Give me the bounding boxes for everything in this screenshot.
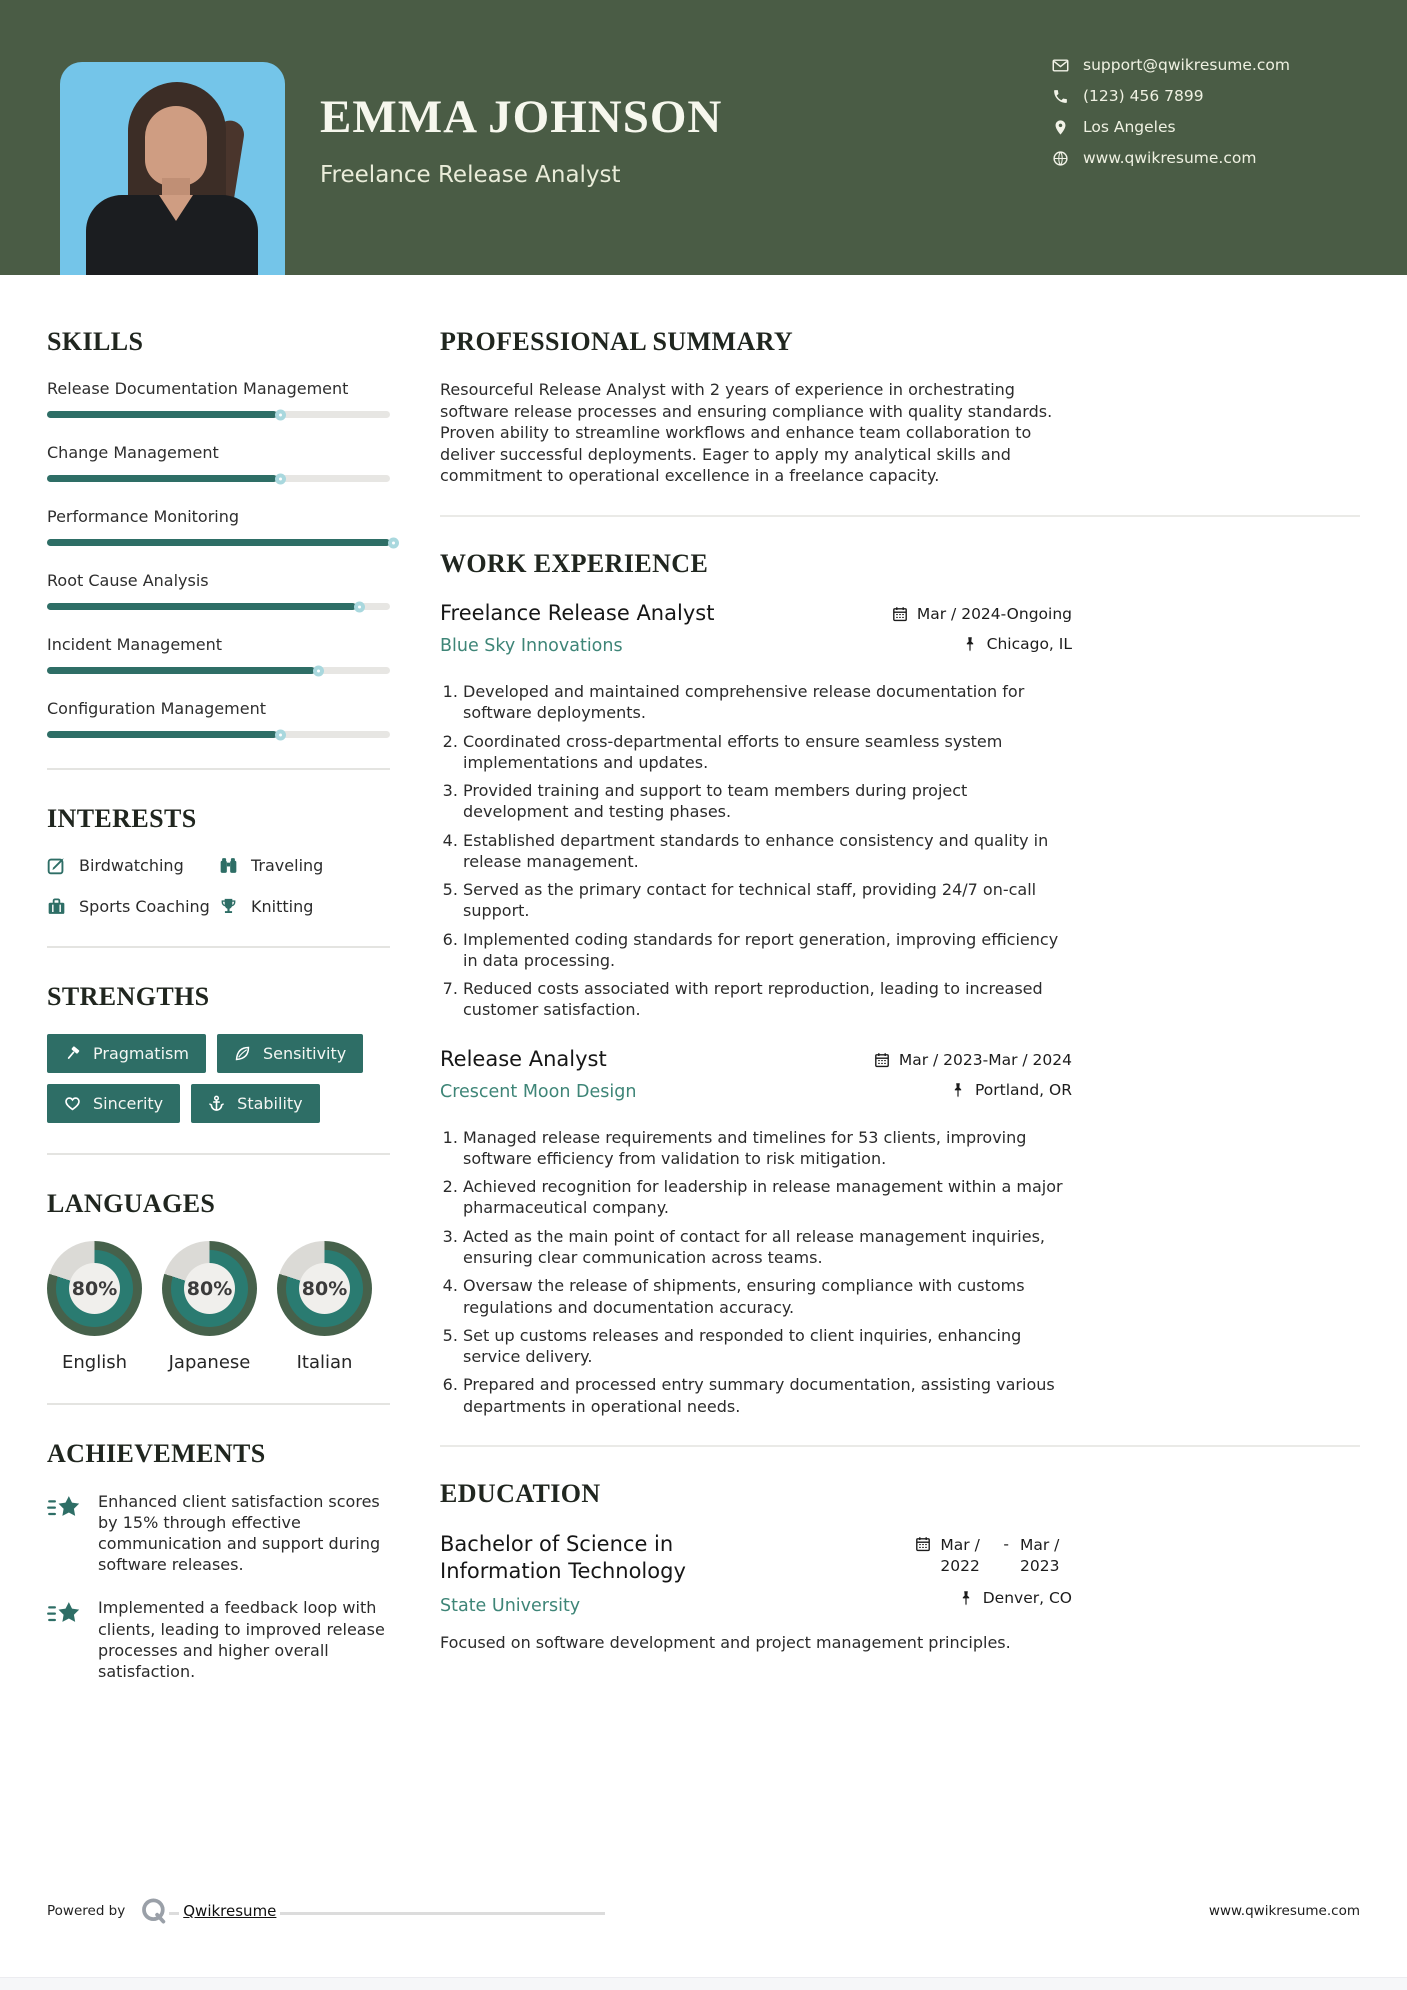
job-dates [874,1051,1072,1069]
interests-heading: INTERESTS [47,804,197,833]
pen-square-icon [47,856,66,875]
achievement-item [47,1597,390,1681]
bullet-item: 1. Managed release requirements and timelines for 53 clients, improving software efficiency from validation to risk mitigation. [463,1127,1072,1170]
page-bottom-strip [0,1977,1407,1990]
interest-label: Sports Coaching [79,897,210,916]
skill-label: Configuration Management [47,699,266,718]
education-note: Focused on software development and project management principles. [440,1632,1011,1652]
qwikresume-link[interactable]: Qwikresume [179,1902,280,1920]
contact-website-text: www.qwikresume.com [1083,149,1257,167]
skills-heading: SKILLS [47,327,144,356]
skill-label: Root Cause Analysis [47,571,209,590]
interests-section [47,804,390,916]
bullet-item: 6. Implemented coding standards for report generation, improving efficiency in data processing. [463,929,1072,972]
strength-label: Pragmatism [93,1044,189,1063]
job-location [874,1081,1072,1099]
strengths-heading: STRENGTHS [47,982,210,1011]
strength-label: Stability [237,1094,303,1113]
language-label: Japanese [168,1352,251,1373]
languages-list [47,1241,390,1373]
pushpin-icon [958,1590,974,1606]
section-divider [47,1153,390,1155]
skill-item [47,635,390,674]
bullet-item: 3. Acted as the main point of contact for all release management inquiries, ensuring clear communication across teams. [463,1226,1072,1269]
language-percent: 80% [69,1263,120,1314]
skill-slider [47,667,390,674]
briefcase-icon [47,897,66,916]
contact-email-text: support@qwikresume.com [1083,56,1290,74]
school-name: State University [440,1596,581,1617]
job-meta [874,1047,1072,1111]
job-header [440,1047,636,1111]
experience-heading: WORK EXPERIENCE [440,548,709,578]
strength-badges [47,1034,390,1123]
education-date-separator: - [1003,1534,1009,1553]
education-heading: EDUCATION [440,1478,601,1508]
skill-slider [47,475,390,482]
job-bullet-list [440,1127,1072,1417]
job-meta [892,601,1072,665]
strengths-section [47,982,390,1123]
header [0,0,1407,275]
phone-icon [1052,88,1069,105]
job-location-text: Chicago, IL [986,634,1072,653]
calendar-icon [915,1536,931,1552]
education-entry-header [440,1531,1072,1619]
education-location [915,1589,1072,1607]
experience-entry-header [440,601,1072,665]
language-item [277,1241,372,1373]
education-entry [440,1531,1072,1652]
section-divider [47,1403,390,1405]
bullet-item: 4. Established department standards to enhance consistency and quality in release management. [463,830,1072,873]
slider-handle [275,409,286,420]
gavel-icon [64,1045,81,1062]
skill-item [47,443,390,482]
skill-label: Incident Management [47,635,222,654]
section-divider [440,515,1360,517]
skill-slider [47,411,390,418]
contact-website[interactable] [1052,149,1290,167]
company-name: Blue Sky Innovations [440,635,623,656]
calendar-icon [892,606,908,622]
shooting-star-icon [47,1600,83,1628]
slider-handle [354,601,365,612]
sidebar-column [47,327,390,1704]
section-divider [440,1445,1360,1447]
binoculars-icon [219,856,238,875]
person-name: EMMA JOHNSON [320,91,723,143]
interest-label: Knitting [251,897,314,916]
achievement-text: Enhanced client satisfaction scores by 15% through effective communication and support during software releases. [98,1492,381,1575]
job-title: Release Analyst [440,1046,607,1071]
bullet-item: 1. Developed and maintained comprehensive release documentation for software deployments. [463,681,1072,724]
experience-section [440,549,1360,1417]
job-date-text: Mar / 2023-Mar / 2024 [898,1050,1072,1069]
achievements-heading: ACHIEVEMENTS [47,1439,266,1468]
language-percent: 80% [184,1263,235,1314]
achievement-item [47,1491,390,1575]
contact-location [1052,118,1290,136]
globe-icon [1052,150,1069,167]
skill-slider [47,731,390,738]
interest-item [219,856,390,875]
skill-slider [47,539,390,546]
footer-website[interactable]: www.qwikresume.com [1208,1903,1360,1919]
interest-label: Traveling [251,856,324,875]
language-label: English [62,1352,127,1373]
envelope-icon [1052,57,1069,74]
content-column [440,327,1360,1704]
calendar-icon [874,1052,890,1068]
education-section [440,1479,1360,1652]
main-content [0,275,1407,1704]
language-donut-chart [162,1241,257,1336]
bullet-item: 4. Oversaw the release of shipments, ensuring compliance with customs regulations and documentation accuracy. [463,1275,1072,1318]
bullet-item: 5. Served as the primary contact for technical staff, providing 24/7 on-call support. [463,879,1072,922]
bullet-item: 5. Set up customs releases and responded to client inquiries, enhancing service delivery. [463,1325,1072,1368]
powered-by-label: Powered by [47,1903,129,1919]
leaf-icon [234,1045,251,1062]
achievement-text: Implemented a feedback loop with clients, leading to improved release processes and higher overall satisfaction. [98,1598,385,1681]
job-header [440,601,714,665]
language-donut-chart [277,1241,372,1336]
bullet-item: 6. Prepared and processed entry summary documentation, assisting various departments in operational needs. [463,1374,1072,1417]
location-pin-icon [1052,119,1069,136]
strength-badge [47,1034,206,1073]
skills-section [47,327,390,738]
education-date-start: Mar / 2022 [940,1535,980,1575]
language-label: Italian [296,1352,353,1373]
languages-section [47,1189,390,1373]
interest-label: Birdwatching [79,856,184,875]
profile-photo [60,62,285,275]
strength-label: Sensitivity [262,1044,347,1063]
job-date-text: Mar / 2024-Ongoing [916,604,1072,623]
contact-phone[interactable] [1052,87,1290,105]
contact-email[interactable] [1052,56,1290,74]
slider-handle [313,665,324,676]
slider-handle [388,537,399,548]
summary-text: Resourceful Release Analyst with 2 years of experience in orchestrating software release processes and ensuring compliance with quality standards. Proven ability to streamline workflows and enhance team collaboration to deliver successful deployments. Eager to apply my analytical skills and commitment to operational excellence in a freelance capacity. [440,380,1053,486]
section-divider [47,768,390,770]
education-location-text: Denver, CO [982,1588,1072,1607]
language-item [47,1241,142,1373]
skill-item [47,571,390,610]
qwikresume-logo-icon [139,1896,169,1926]
summary-section [440,327,1360,487]
experience-entry-header [440,1047,1072,1111]
contact-location-text: Los Angeles [1083,118,1176,136]
achievements-section [47,1439,390,1682]
language-item [162,1241,257,1373]
languages-heading: LANGUAGES [47,1189,216,1218]
language-percent: 80% [299,1263,350,1314]
bullet-item: 2. Coordinated cross-departmental efforts to ensure seamless system implementations and updates. [463,731,1072,774]
interest-item [47,897,219,916]
contact-phone-text: (123) 456 7899 [1083,87,1204,105]
strength-label: Sincerity [93,1094,164,1113]
education-degree-block [440,1531,800,1619]
slider-handle [275,473,286,484]
job-location-text: Portland, OR [974,1080,1072,1099]
interest-item [47,856,219,875]
strength-badge [47,1084,180,1123]
language-donut-chart [47,1241,142,1336]
trophy-icon [219,897,238,916]
contact-list [1052,56,1290,167]
experience-entry [440,1047,1072,1417]
strength-badge [191,1084,319,1123]
shooting-star-icon [47,1494,83,1522]
footer [47,1896,1360,1932]
bullet-item: 7. Reduced costs associated with report reproduction, leading to increased customer satisfaction. [463,978,1072,1021]
job-location [892,635,1072,653]
slider-handle [275,729,286,740]
job-bullet-list [440,681,1072,1021]
person-job-title: Freelance Release Analyst [320,162,621,188]
company-name: Crescent Moon Design [440,1081,637,1102]
pushpin-icon [962,636,978,652]
skill-item [47,699,390,738]
anchor-icon [208,1095,225,1112]
heart-icon [64,1095,81,1112]
education-meta [915,1531,1072,1619]
bullet-item: 2. Achieved recognition for leadership in release management within a major pharmaceutical company. [463,1176,1072,1219]
interests-grid [47,856,390,916]
experience-entry [440,601,1072,1021]
bullet-item: 3. Provided training and support to team members during project development and testing phases. [463,780,1072,823]
strength-badge [217,1034,363,1073]
section-divider [47,946,390,948]
skill-item [47,379,390,418]
job-dates [892,605,1072,623]
skill-slider [47,603,390,610]
skill-label: Release Documentation Management [47,379,349,398]
pushpin-icon [950,1082,966,1098]
skill-label: Change Management [47,443,219,462]
interest-item [219,897,390,916]
skill-item [47,507,390,546]
education-dates [915,1535,1072,1577]
degree-title: Bachelor of Science in Information Technology [440,1531,686,1584]
photo-face [145,106,207,186]
summary-heading: PROFESSIONAL SUMMARY [440,327,794,356]
education-date-end: Mar / 2023 [1020,1535,1060,1575]
job-title: Freelance Release Analyst [440,600,715,625]
powered-by [47,1896,280,1926]
skill-label: Performance Monitoring [47,507,240,526]
